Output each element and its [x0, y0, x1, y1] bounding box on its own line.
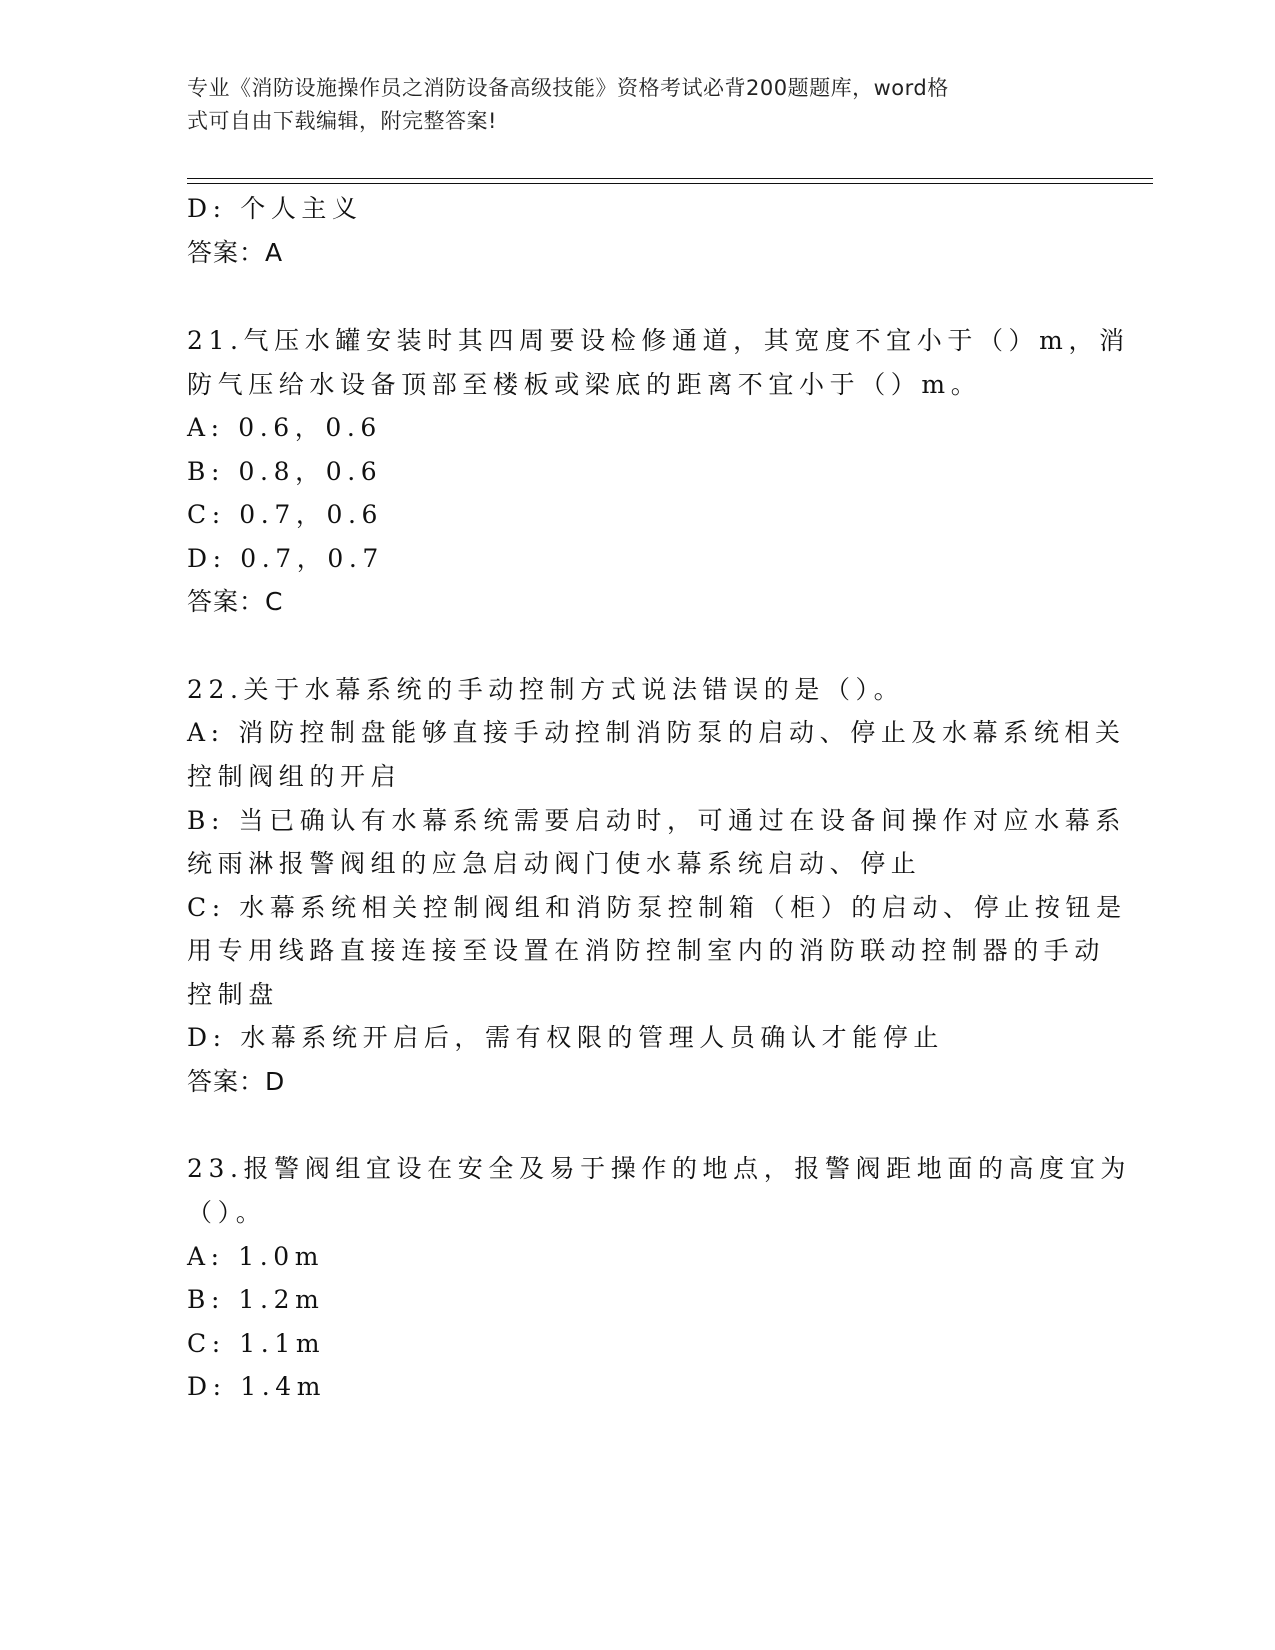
- q22-option-a-line-1: A: 消防控制盘能够直接手动控制消防泵的启动、停止及水幕系统相关: [187, 718, 1126, 747]
- header-line-2: 式可自由下载编辑，附完整答案!: [187, 109, 497, 133]
- q21-stem-line-2: 防气压给水设备顶部至楼板或梁底的距离不宜小于（）m。: [187, 370, 982, 399]
- q23-option-d: D: 1.4m: [187, 1372, 327, 1401]
- q22-option-c-line-3: 控制盘: [187, 980, 279, 1009]
- prev-option-d: D: 个人主义: [187, 194, 363, 223]
- q21-option-c: C: 0.7，0.6: [187, 500, 384, 529]
- q22-option-b-line-2: 统雨淋报警阀组的应急启动阀门使水幕系统启动、停止: [187, 849, 922, 878]
- q21-option-a: A: 0.6，0.6: [187, 413, 382, 442]
- q22-option-d: D: 水幕系统开启后，需有权限的管理人员确认才能停止: [187, 1023, 945, 1052]
- q22-option-c-line-1: C: 水幕系统相关控制阀组和消防泵控制箱（柜）的启动、停止按钮是: [187, 893, 1127, 922]
- q23-option-c: C: 1.1m: [187, 1329, 326, 1358]
- q22-option-c-line-2: 用专用线路直接连接至设置在消防控制室内的消防联动控制器的手动: [187, 936, 1106, 965]
- q23-stem-line-2: （）。: [187, 1198, 267, 1227]
- q21-option-b: B: 0.8，0.6: [187, 457, 383, 486]
- header-line-1: 专业《消防设施操作员之消防设备高级技能》资格考试必背200题题库，word格: [187, 76, 949, 100]
- prev-answer: 答案：A: [187, 238, 284, 267]
- page-header: [187, 72, 1067, 138]
- q23-stem-line-1: 23.报警阀组宜设在安全及易于操作的地点，报警阀距地面的高度宜为: [187, 1154, 1131, 1183]
- q22-option-a-line-2: 控制阀组的开启: [187, 762, 402, 791]
- q22-option-b-line-1: B: 当已确认有水幕系统需要启动时，可通过在设备间操作对应水幕系: [187, 806, 1126, 835]
- q23-option-a: A: 1.0m: [187, 1242, 325, 1271]
- header-rule-bottom: [187, 183, 1153, 184]
- q21-stem-line-1: 21.气压水罐安装时其四周要设检修通道，其宽度不宜小于（）m，消: [187, 326, 1130, 355]
- q22-stem: 22.关于水幕系统的手动控制方式说法错误的是（）。: [187, 675, 905, 704]
- q23-option-b: B: 1.2m: [187, 1285, 325, 1314]
- q21-option-d: D: 0.7，0.7: [187, 544, 384, 573]
- q21-answer: 答案：C: [187, 587, 284, 616]
- q22-answer: 答案：D: [187, 1067, 286, 1096]
- header-rule-top: [187, 178, 1153, 179]
